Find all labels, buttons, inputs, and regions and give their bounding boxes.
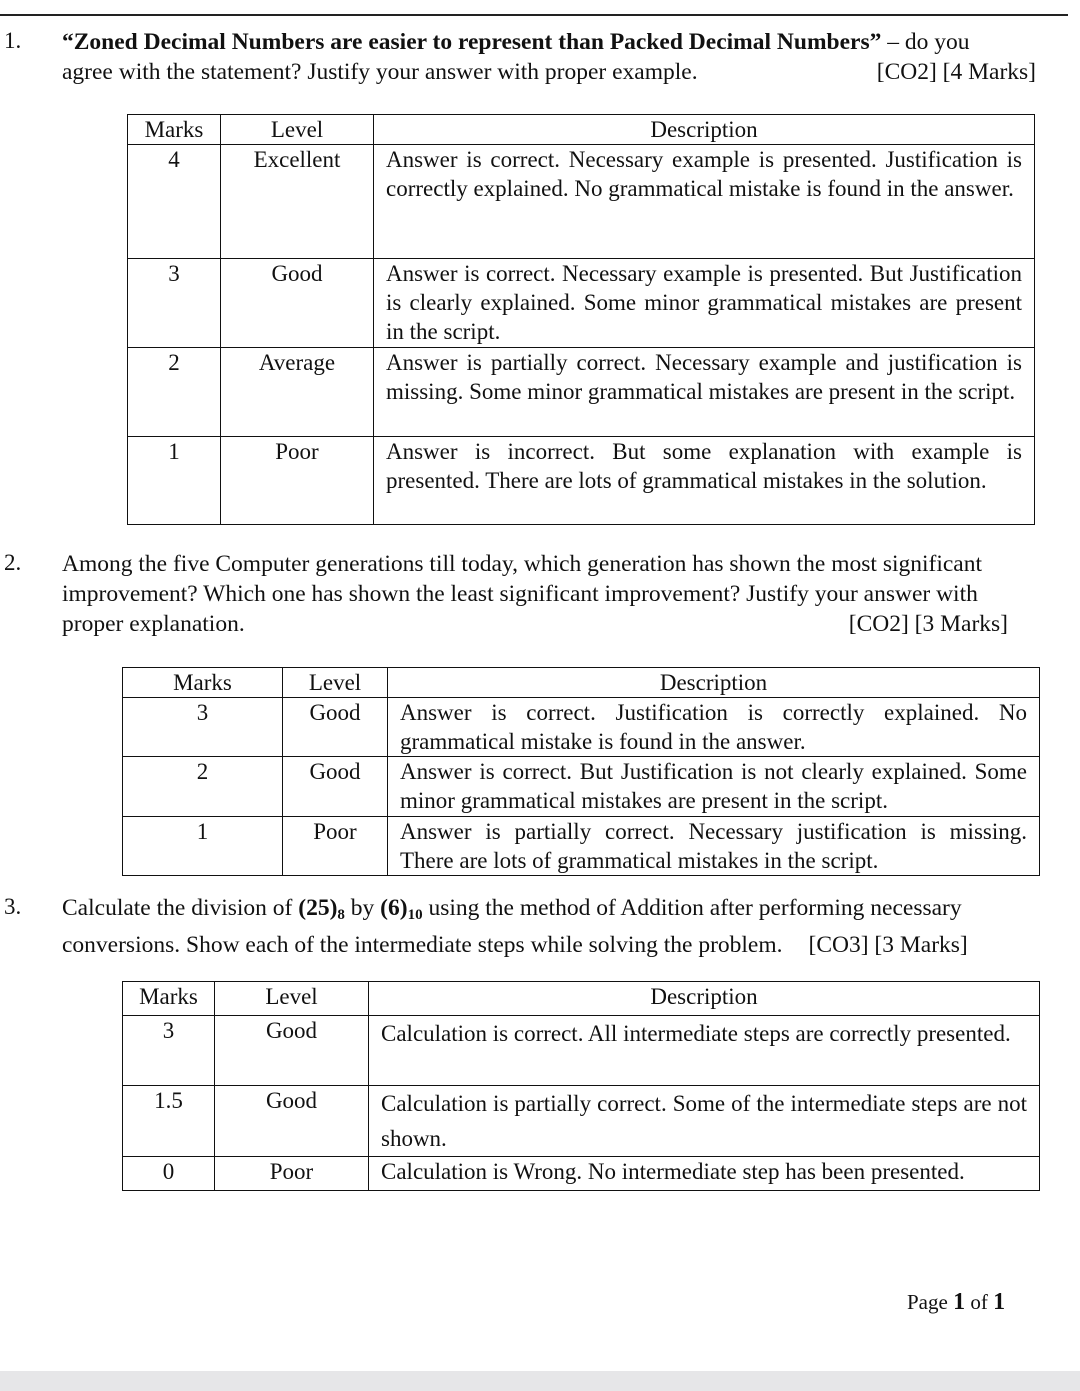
table-row xyxy=(128,145,1035,259)
row-marks: 1 xyxy=(123,817,283,876)
question-2-marks: [CO2] [3 Marks] xyxy=(848,611,1008,637)
row-description: Answer is partially correct. Necessary example and justification is missing. Some minor grammatical mistakes are present in the script. xyxy=(374,348,1035,437)
viewer-bottom-bar xyxy=(0,1371,1080,1391)
row-marks: 2 xyxy=(128,348,221,437)
header-description: Description xyxy=(369,982,1040,1016)
top-rule xyxy=(0,14,1068,16)
rubric-table-q3 xyxy=(122,981,1040,1191)
question-1-line2: agree with the statement? Justify your answer with proper example. xyxy=(62,59,698,85)
question-3-number-octal: (25) xyxy=(298,895,338,921)
row-level: Poor xyxy=(283,817,388,876)
question-2-number: 2. xyxy=(4,550,22,575)
question-2-text xyxy=(62,549,1044,639)
table-header-row xyxy=(123,982,1040,1016)
page-total: 1 xyxy=(993,1289,1006,1315)
row-marks: 1.5 xyxy=(123,1086,215,1157)
question-2-line2: improvement? Which one has shown the least significant improvement? Justify your answer with xyxy=(62,581,978,607)
row-description: Calculation is Wrong. No intermediate step has been presented. xyxy=(369,1157,1040,1191)
question-1-text xyxy=(62,27,1036,87)
header-level: Level xyxy=(221,115,374,145)
header-marks: Marks xyxy=(128,115,221,145)
row-marks: 4 xyxy=(128,145,221,259)
header-description: Description xyxy=(374,115,1035,145)
row-marks: 3 xyxy=(123,698,283,757)
table-row xyxy=(123,698,1040,757)
row-description: Answer is correct. Justification is correctly explained. No grammatical mistake is found in the answer. xyxy=(388,698,1040,757)
question-1-text-rest: – do you xyxy=(881,29,970,55)
header-description: Description xyxy=(388,668,1040,698)
question-3-marks: [CO3] [3 Marks] xyxy=(808,932,968,958)
question-1-bold-statement: “Zoned Decimal Numbers are easier to represent than Packed Decimal Numbers” xyxy=(62,29,882,55)
row-level: Good xyxy=(283,757,388,817)
row-marks: 2 xyxy=(123,757,283,817)
table-row xyxy=(128,259,1035,348)
page-current: 1 xyxy=(953,1289,966,1315)
table-row xyxy=(123,1086,1040,1157)
page-number xyxy=(907,1289,1005,1316)
row-description: Calculation is correct. All intermediate steps are correctly presented. xyxy=(369,1016,1040,1086)
question-2-line3: proper explanation. xyxy=(62,611,245,637)
table-row xyxy=(123,817,1040,876)
row-marks: 3 xyxy=(128,259,221,348)
table-row xyxy=(123,1157,1040,1191)
header-level: Level xyxy=(283,668,388,698)
page-label: Page xyxy=(907,1290,948,1314)
question-3-part3: using the method of Addition after performing necessary xyxy=(422,895,962,921)
table-row xyxy=(128,348,1035,437)
rubric-table-q1 xyxy=(127,114,1035,525)
question-3-number-decimal: (6) xyxy=(380,895,408,921)
question-1-marks: [CO2] [4 Marks] xyxy=(876,59,1036,85)
row-level: Good xyxy=(283,698,388,757)
question-3-base-octal: 8 xyxy=(337,907,345,923)
row-level: Poor xyxy=(221,437,374,525)
row-marks: 1 xyxy=(128,437,221,525)
page-of-label: of xyxy=(970,1290,988,1314)
row-marks: 0 xyxy=(123,1157,215,1191)
table-row xyxy=(123,1016,1040,1086)
row-description: Calculation is partially correct. Some of the intermediate steps are not shown. xyxy=(369,1086,1040,1157)
table-header-row xyxy=(128,115,1035,145)
table-header-row xyxy=(123,668,1040,698)
row-description: Answer is correct. Necessary example is presented. But Justification is clearly explained. Some minor grammatical mistakes are present in the script. xyxy=(374,259,1035,348)
row-level: Average xyxy=(221,348,374,437)
row-description xyxy=(374,145,1035,259)
header-marks: Marks xyxy=(123,668,283,698)
table-row xyxy=(123,757,1040,817)
rubric-table-q2 xyxy=(122,667,1040,876)
row-level: Good xyxy=(215,1016,369,1086)
row-level: Good xyxy=(215,1086,369,1157)
row-description: Answer is partially correct. Necessary justification is missing. There are lots of grammatical mistakes in the script. xyxy=(388,817,1040,876)
question-3-part2: by xyxy=(344,895,381,921)
question-3-line2: conversions. Show each of the intermediate steps while solving the problem. xyxy=(62,932,783,958)
row-marks: 3 xyxy=(123,1016,215,1086)
row-level: Excellent xyxy=(221,145,374,259)
question-3-number: 3. xyxy=(4,894,22,919)
question-3-base-decimal: 10 xyxy=(407,907,423,923)
row-level: Good xyxy=(221,259,374,348)
header-level: Level xyxy=(215,982,369,1016)
table-row xyxy=(128,437,1035,525)
question-2-line1: Among the five Computer generations till today, which generation has shown the most significant xyxy=(62,551,983,577)
question-1-number: 1. xyxy=(4,28,22,53)
row-description-text: Answer is correct. Necessary example is presented. Justification is correctly explained. No grammatical mistake is found in the answer. xyxy=(386,147,1022,201)
row-description: Answer is incorrect. But some explanation with example is presented. There are lots of grammatical mistakes in the solution. xyxy=(374,437,1035,525)
question-3-part1: Calculate the division of xyxy=(62,895,299,921)
question-3-text xyxy=(62,893,1046,960)
header-marks: Marks xyxy=(123,982,215,1016)
row-level: Poor xyxy=(215,1157,369,1191)
row-description: Answer is correct. But Justification is not clearly explained. Some minor grammatical mistakes are present in the script. xyxy=(388,757,1040,817)
